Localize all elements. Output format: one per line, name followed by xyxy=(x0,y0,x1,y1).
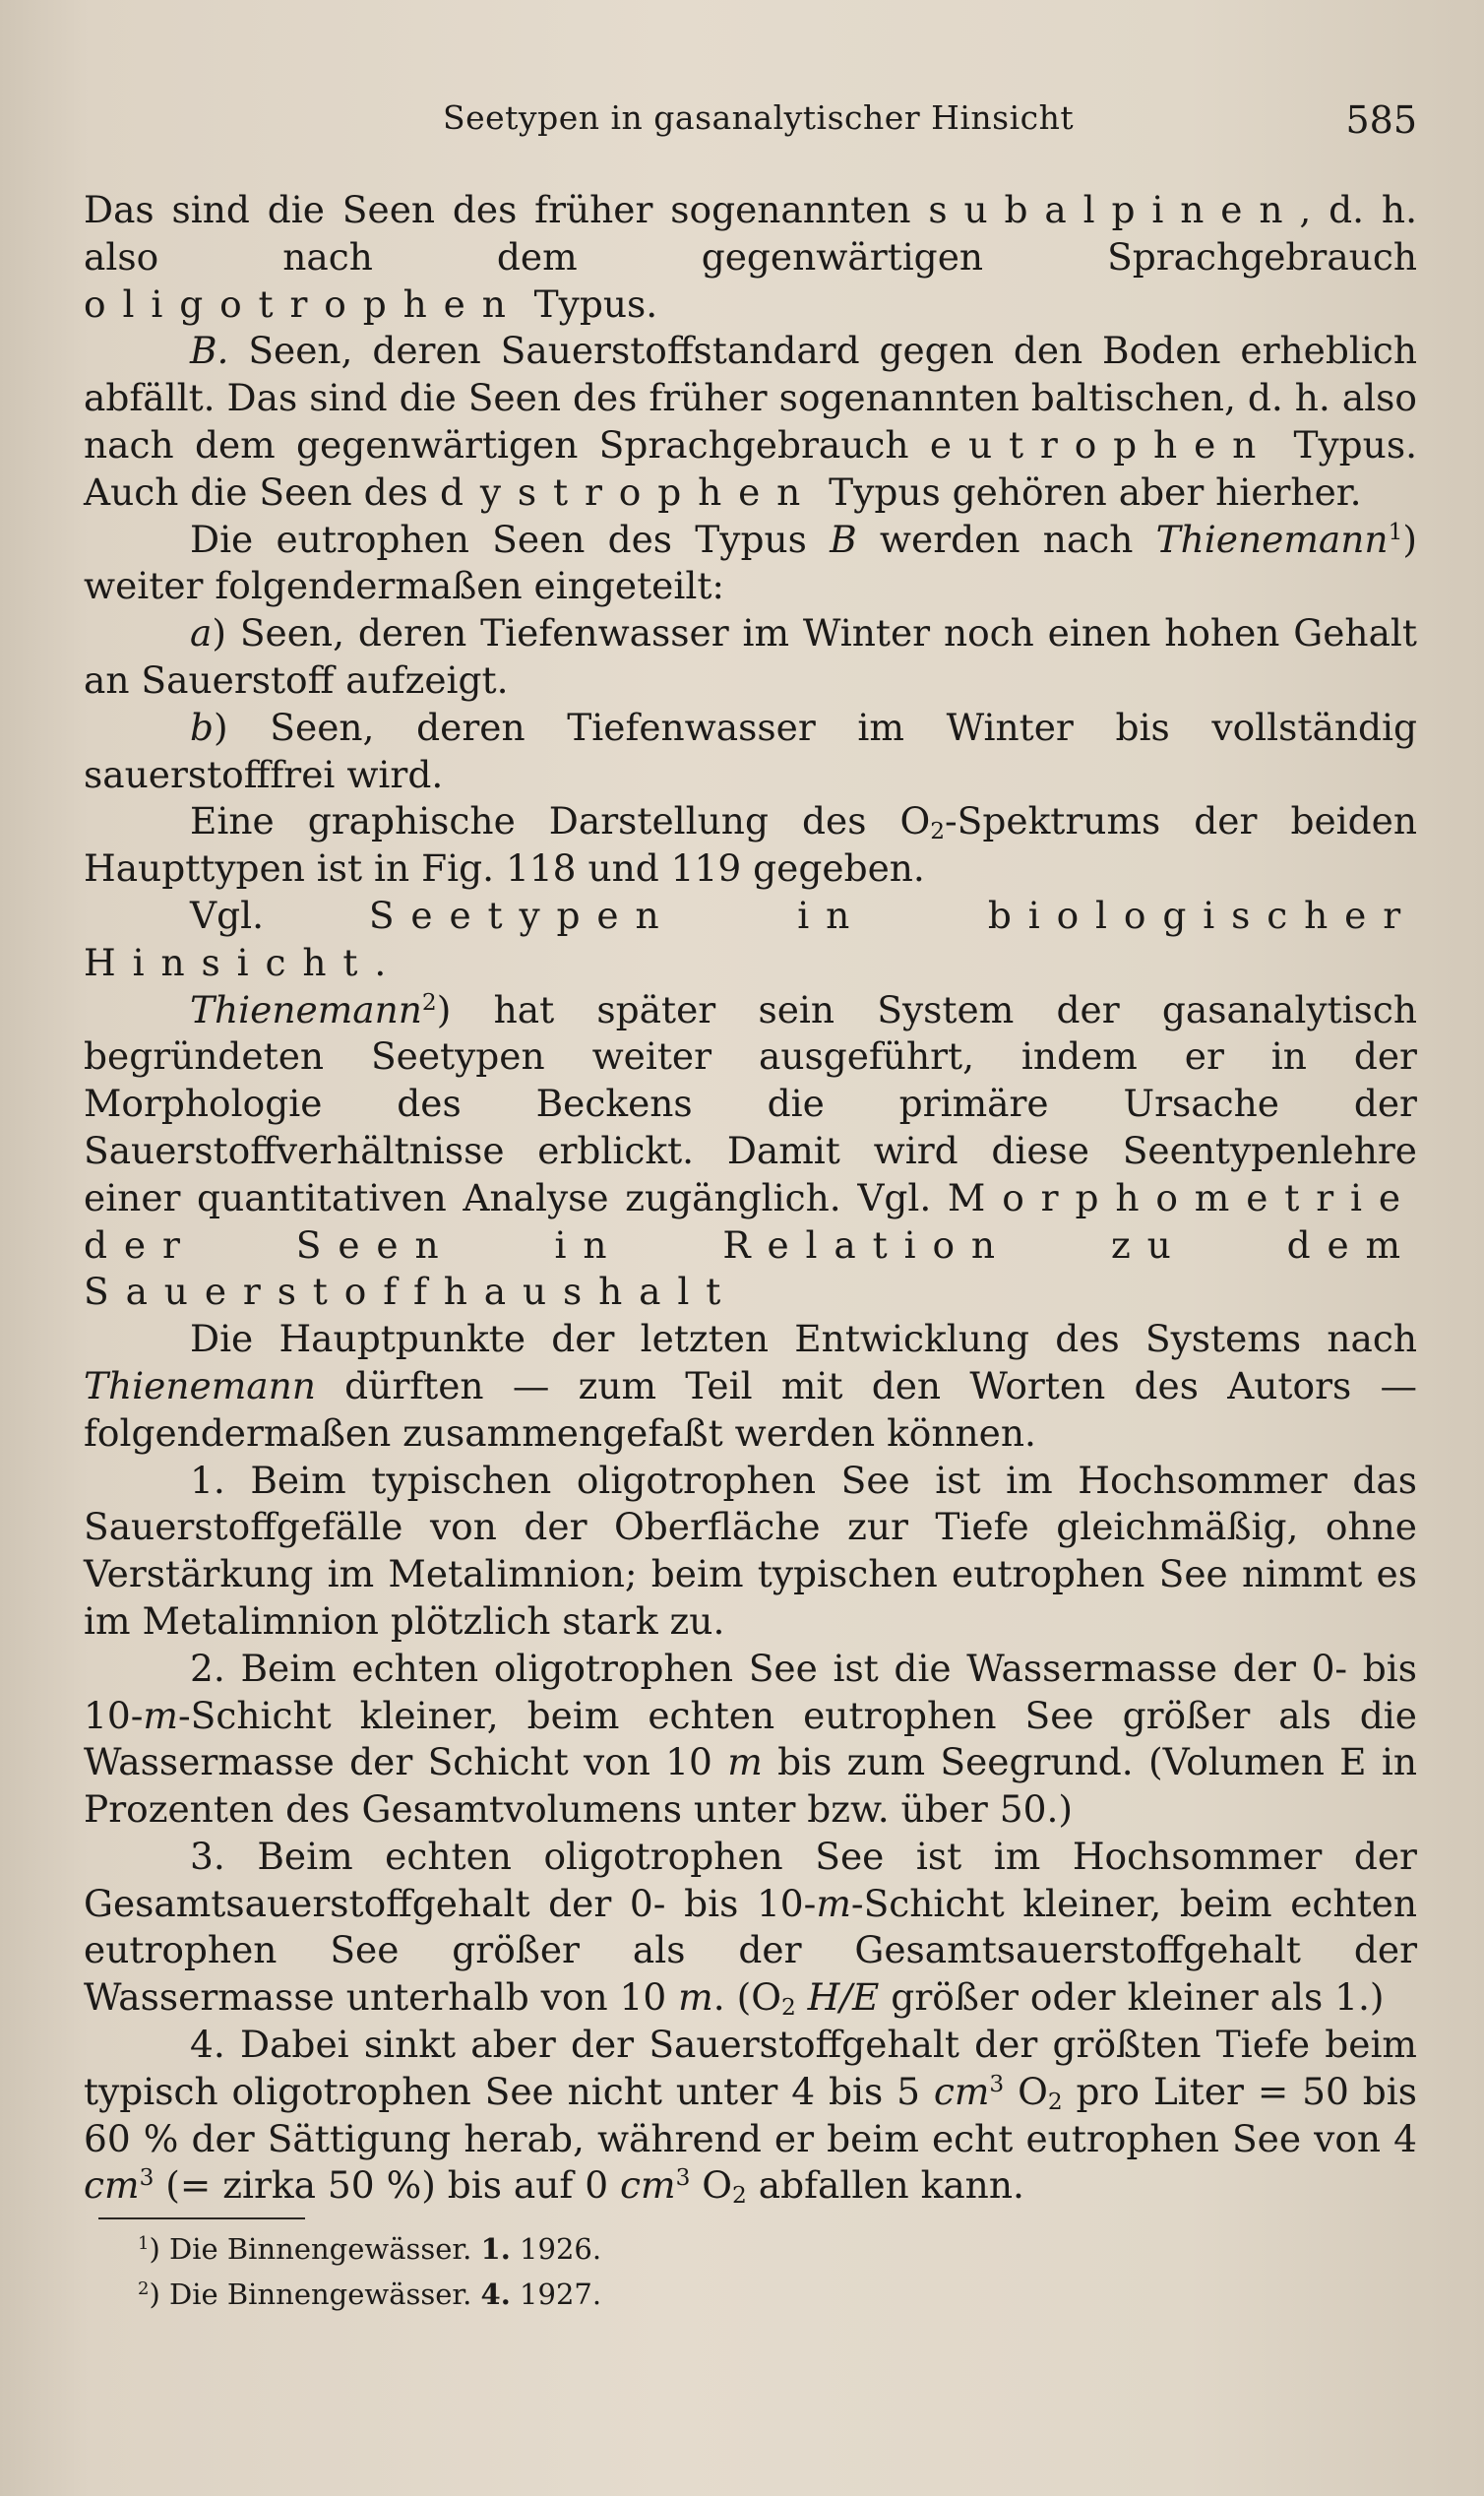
text-run: Typus gehören aber hierher. xyxy=(817,469,1362,514)
paragraph xyxy=(84,328,1417,516)
text-run: ) weiter folgendermaßen eingeteilt: xyxy=(84,517,1417,608)
spaced-term: Morphometrie der Seen in Relation zu dem Sauerstoffhaushalt xyxy=(84,1175,1417,1314)
author-name: Thienemann xyxy=(1155,517,1389,561)
footnote-year: 1926. xyxy=(510,2232,602,2266)
text-run: Das sind die Seen des früher sogenannten xyxy=(84,188,929,231)
footnote-text: ) Die Binnengewässer. xyxy=(149,2278,481,2311)
text-run: 1. Beim typischen oligotrophen See ist im Hochsommer das Sauerstoffgefälle von der Oberfläche zur Tiefe gleichmäßig, ohne Verstärkung im Metalimnion; beim typischen eutrophen See nimmt es im Metalimnion plötzlich stark zu. xyxy=(84,1458,1417,1643)
unit: m xyxy=(816,1881,851,1925)
text-run: bis zum Seegrund. (Volumen E in Prozenten des Gesamtvolumens unter bzw. über 50.) xyxy=(84,1740,1417,1832)
author-name: Thienemann xyxy=(190,987,422,1031)
spaced-term: subalpinen xyxy=(928,188,1300,231)
paragraph xyxy=(84,798,1417,893)
text-run: , d. h. also nach dem gegenwärtigen Sprachgebrauch xyxy=(84,188,1417,279)
subscript: 2 xyxy=(732,2182,747,2210)
text-run: O xyxy=(1004,2069,1048,2113)
text-run: . xyxy=(374,940,387,984)
unit: m xyxy=(678,1975,713,2020)
text-run: 4. Dabei sinkt aber der Sauerstoffgehalt der größten Tiefe beim typisch oligotrophen See nicht unter 4 bis 5 xyxy=(84,2023,1417,2113)
text-run: ) Seen, deren Tiefenwasser im Winter noch einen hohen Gehalt an Sauerstoff aufzeigt. xyxy=(84,611,1417,702)
italic-term: B xyxy=(830,517,857,561)
superscript: 3 xyxy=(989,2071,1005,2098)
paragraph xyxy=(84,987,1417,1317)
text-run: größer oder kleiner als 1.) xyxy=(879,1975,1385,2020)
footnotes xyxy=(138,2226,601,2317)
text-run: O xyxy=(690,2163,733,2208)
footnote-divider xyxy=(98,2217,305,2219)
paragraph xyxy=(84,517,1417,611)
text-run: 3. Beim echten oligotrophen See ist im Hochsommer der Gesamtsauerstoffgehalt der 0- bis 10- xyxy=(84,1834,1417,1925)
footnote-ref: 1 xyxy=(1388,518,1403,545)
text-run: pro Liter = 50 bis 60 % der Sättigung herab, während er beim echt eutrophen See von 4 xyxy=(84,2069,1417,2160)
spaced-term: Seetypen in biologischer Hinsicht xyxy=(84,893,1418,984)
running-title: Seetypen in gasanalytischer Hinsicht xyxy=(443,98,1075,137)
paragraph xyxy=(84,893,1417,987)
unit: cm xyxy=(620,2163,676,2208)
subscript: 2 xyxy=(930,818,946,845)
footnote-volume: 1. xyxy=(480,2232,511,2266)
superscript: 3 xyxy=(139,2164,155,2192)
text-run: werden nach xyxy=(856,517,1156,561)
footnote-mark: 2 xyxy=(138,2278,150,2300)
text-run: Typus. xyxy=(522,281,658,326)
footnote xyxy=(138,2272,601,2317)
main-text xyxy=(84,187,1417,2210)
footnote-volume: 4. xyxy=(480,2278,511,2311)
page-header xyxy=(93,98,1417,157)
paragraph xyxy=(84,1458,1417,1646)
text-run: abfallen kann. xyxy=(746,2163,1024,2208)
paragraph xyxy=(84,705,1417,799)
text-run: (= zirka 50 %) bis auf 0 xyxy=(154,2163,620,2208)
author-name: Thienemann xyxy=(84,1363,316,1407)
footnote-mark: 1 xyxy=(138,2233,150,2255)
text-run: -Schicht kleiner, beim echten eutrophen See größer als die Wassermasse der Schicht von 10 xyxy=(84,1693,1417,1784)
text-run: ) hat später sein System der gasanalytisch begründeten Seetypen weiter ausgeführt, indem er in der Morphologie des Beckens die primäre Ursache der Sauerstoffverhältnisse erblickt. Damit wird diese Seentypenlehre einer quantitativen Analyse zugänglich. Vgl. xyxy=(84,987,1417,1219)
footnote-text: ) Die Binnengewässer. xyxy=(149,2232,481,2266)
page-number: 585 xyxy=(1345,98,1417,142)
paragraph xyxy=(84,610,1417,705)
spaced-term: dystrophen xyxy=(439,469,818,514)
text-run: . (O xyxy=(712,1975,781,2020)
formula: H/E xyxy=(807,1975,880,2020)
text-run: ) Seen, deren Tiefenwasser im Winter bis vollständig sauerstofffrei wird. xyxy=(84,705,1417,796)
footnote xyxy=(138,2226,601,2272)
unit: m xyxy=(143,1693,178,1737)
paragraph xyxy=(84,1316,1417,1457)
item-label: B. xyxy=(190,329,229,373)
text-run: Eine graphische Darstellung des O xyxy=(190,799,931,843)
unit: m xyxy=(727,1740,763,1784)
item-label: a xyxy=(190,611,213,655)
text-run: -Spektrums der beiden Haupttypen ist in Fig. 118 und 119 gegeben. xyxy=(84,799,1417,891)
item-label: b xyxy=(190,705,215,749)
spaced-term: oligotrophen xyxy=(84,281,523,326)
text-run: Seen, deren Sauerstoffstandard gegen den Boden erheblich abfällt. Das sind die Seen des früher sogenannten baltischen, d. h. also nach dem gegenwärtigen Sprachgebrauch xyxy=(84,329,1417,467)
subscript: 2 xyxy=(780,1994,796,2022)
footnote-year: 1927. xyxy=(510,2278,602,2311)
paragraph xyxy=(84,1834,1417,2022)
text-run: Typus. Auch die Seen des xyxy=(84,422,1417,514)
paragraph xyxy=(84,1646,1417,1834)
text-run xyxy=(796,1975,808,2019)
footnote-ref: 2 xyxy=(421,988,437,1016)
subscript: 2 xyxy=(1047,2088,1063,2115)
text-run: -Schicht kleiner, beim echten eutrophen See größer als der Gesamtsauerstoffgehalt der Wassermasse unterhalb von 10 xyxy=(84,1881,1417,2020)
text-run: Vgl. xyxy=(190,893,369,937)
spaced-term: eutrophen xyxy=(929,422,1273,467)
unit: cm xyxy=(933,2069,990,2113)
paragraph xyxy=(84,2022,1417,2210)
superscript: 3 xyxy=(675,2164,691,2192)
unit: cm xyxy=(84,2163,140,2208)
text-run: 2. Beim echten oligotrophen See ist die Wassermasse der 0- bis 10- xyxy=(84,1646,1417,1737)
text-run: dürften — zum Teil mit den Worten des Autors — folgendermaßen zusammengefaßt werden können. xyxy=(84,1363,1417,1455)
text-run: Die Hauptpunkte der letzten Entwicklung des Systems nach xyxy=(190,1317,1417,1361)
text-run: Die eutrophen Seen des Typus xyxy=(190,517,831,561)
paragraph xyxy=(84,187,1417,328)
